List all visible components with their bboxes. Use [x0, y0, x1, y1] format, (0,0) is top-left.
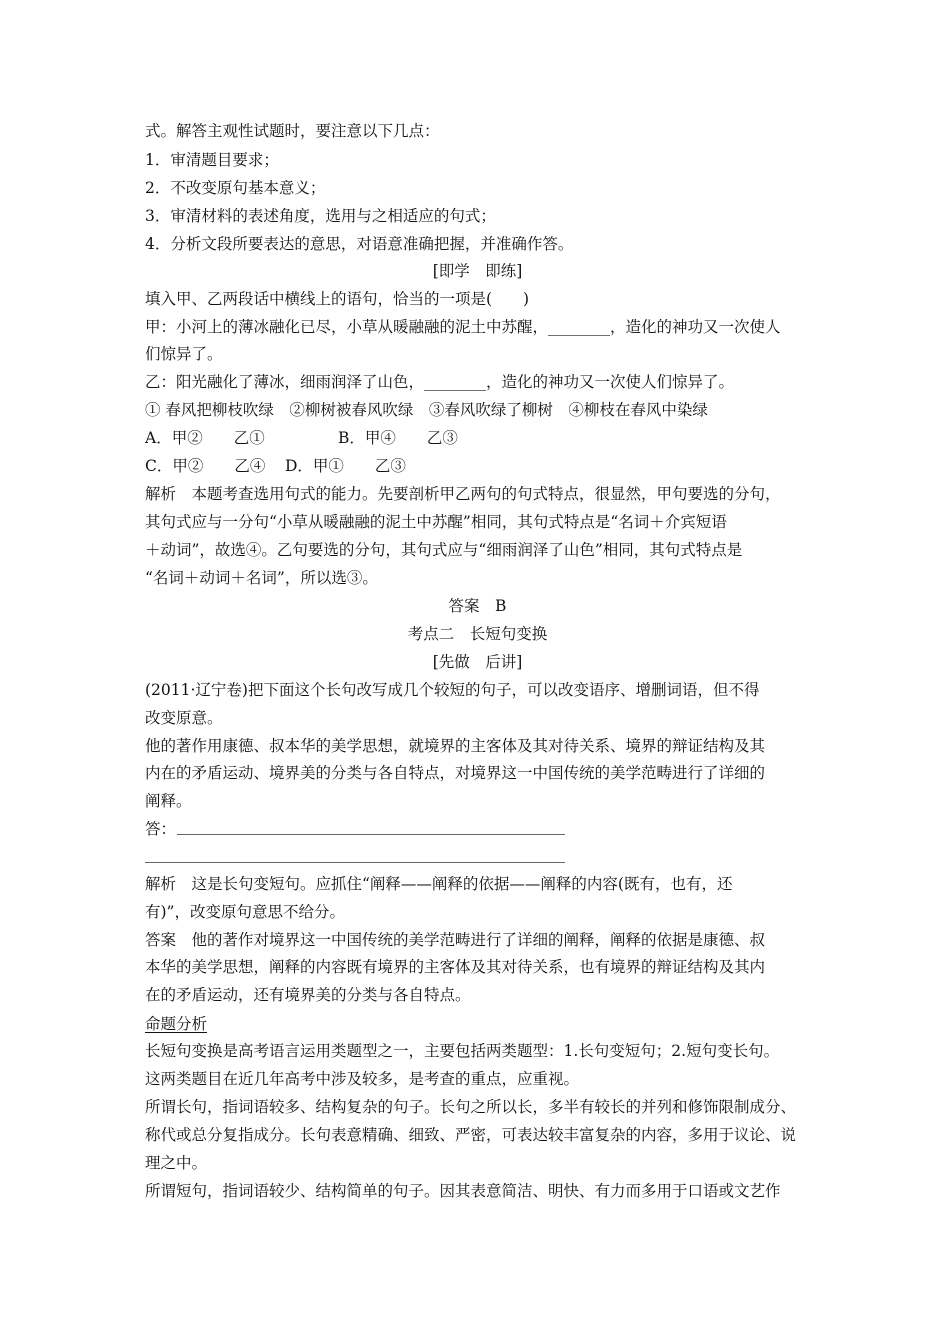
answer-label: 答： [145, 820, 177, 838]
passage-line: 阐释。 [145, 792, 192, 810]
question-stem: 填入甲、乙两段话中横线上的语句，恰当的一项是( ) [145, 290, 530, 308]
option-b: B．甲④ 乙③ [338, 429, 458, 447]
analysis-paragraph: 所谓长句，指词语较多、结构复杂的句子。长句之所以长，多半有较长的并列和修饰限制成分、 [145, 1098, 797, 1116]
option-c: C．甲② 乙④ [145, 457, 266, 475]
answer-line: 答案 B [448, 597, 507, 615]
passage-line: 他的著作用康德、叔本华的美学思想，就境界的主客体及其对待关系、境界的辩证结构及其 [145, 737, 766, 755]
passage-yi: 乙：阳光融化了薄冰，细雨润泽了山色，________，造化的神功又一次使人们惊异了。 [145, 373, 735, 391]
analysis-line: 其句式应与一分句“小草从暖融融的泥土中苏醒”相同，其句式特点是“名词＋介宾短语 [145, 513, 727, 531]
analysis-line: “名词＋动词＋名词”，所以选③。 [145, 569, 378, 587]
passage-jia: 甲：小河上的薄冰融化已尽，小草从暖融融的泥土中苏醒，________，造化的神功又一次使人 [145, 318, 781, 336]
analysis-paragraph: 长短句变换是高考语言运用类题型之一，主要包括两类题型：1.长句变短句；2.短句变长句。 [145, 1042, 780, 1060]
intro-point: 4．分析文段所要表达的意思，对语意准确把握，并准确作答。 [145, 235, 574, 253]
analysis-paragraph: 称代或总分复指成分。长句表意精确、细致、严密，可表达较丰富复杂的内容，多用于议论、说 [145, 1126, 797, 1144]
choices-line: ① 春风把柳枝吹绿 ②柳树被春风吹绿 ③春风吹绿了柳树 ④柳枝在春风中染绿 [145, 401, 708, 419]
answer-line: 答案 他的著作对境界这一中国传统的美学范畴进行了详细的阐释，阐释的依据是康德、叔 [145, 931, 766, 949]
answer-line: 在的矛盾运动，还有境界美的分类与各自特点。 [145, 986, 471, 1004]
analysis-paragraph: 这两类题目在近几年高考中涉及较多，是考查的重点，应重视。 [145, 1070, 580, 1088]
section-subheading: [先做 后讲] [432, 653, 523, 671]
question-line: 改变原意。 [145, 709, 223, 727]
option-d: D．甲① 乙③ [285, 457, 406, 475]
practice-heading: [即学 即练] [432, 262, 523, 280]
analysis-paragraph: 所谓短句，指词语较少、结构简单的句子。因其表意简洁、明快、有力而多用于口语或文艺作 [145, 1182, 781, 1200]
answer-line: 本华的美学思想，阐释的内容既有境界的主客体及其对待关系，也有境界的辩证结构及其内 [145, 958, 766, 976]
answer-blank-line [177, 834, 565, 835]
analysis-line: 有)”，改变原句意思不给分。 [145, 903, 345, 921]
intro-point: 3．审清材料的表述角度，选用与之相适应的句式； [145, 207, 496, 225]
intro-line: 式。解答主观性试题时，要注意以下几点： [145, 122, 440, 140]
intro-point: 2．不改变原句基本意义； [145, 179, 326, 197]
section-title: 考点二 长短句变换 [407, 625, 548, 643]
answer-blank-line [145, 862, 565, 863]
intro-point: 1．审清题目要求； [145, 151, 279, 169]
passage-jia-cont: 们惊异了。 [145, 345, 223, 363]
analysis-line: ＋动词”，故选④。乙句要选的分句，其句式应与“细雨润泽了山色”相同，其句式特点是 [145, 541, 743, 559]
analysis-line: 解析 本题考查选用句式的能力。先要剖析甲乙两句的句式特点，很显然，甲句要选的分句， [145, 485, 781, 503]
passage-line: 内在的矛盾运动、境界美的分类与各自特点，对境界这一中国传统的美学范畴进行了详细的 [145, 764, 766, 782]
analysis-line: 解析 这是长句变短句。应抓住“阐释——阐释的依据——阐释的内容(既有，也有，还 [145, 875, 733, 893]
analysis-heading: 命题分析 [145, 1015, 208, 1033]
question-line: (2011·辽宁卷)把下面这个长句改写成几个较短的句子，可以改变语序、增删词语，但不得 [145, 681, 760, 699]
analysis-paragraph: 理之中。 [145, 1154, 208, 1172]
option-a: A．甲② 乙① [145, 429, 265, 447]
